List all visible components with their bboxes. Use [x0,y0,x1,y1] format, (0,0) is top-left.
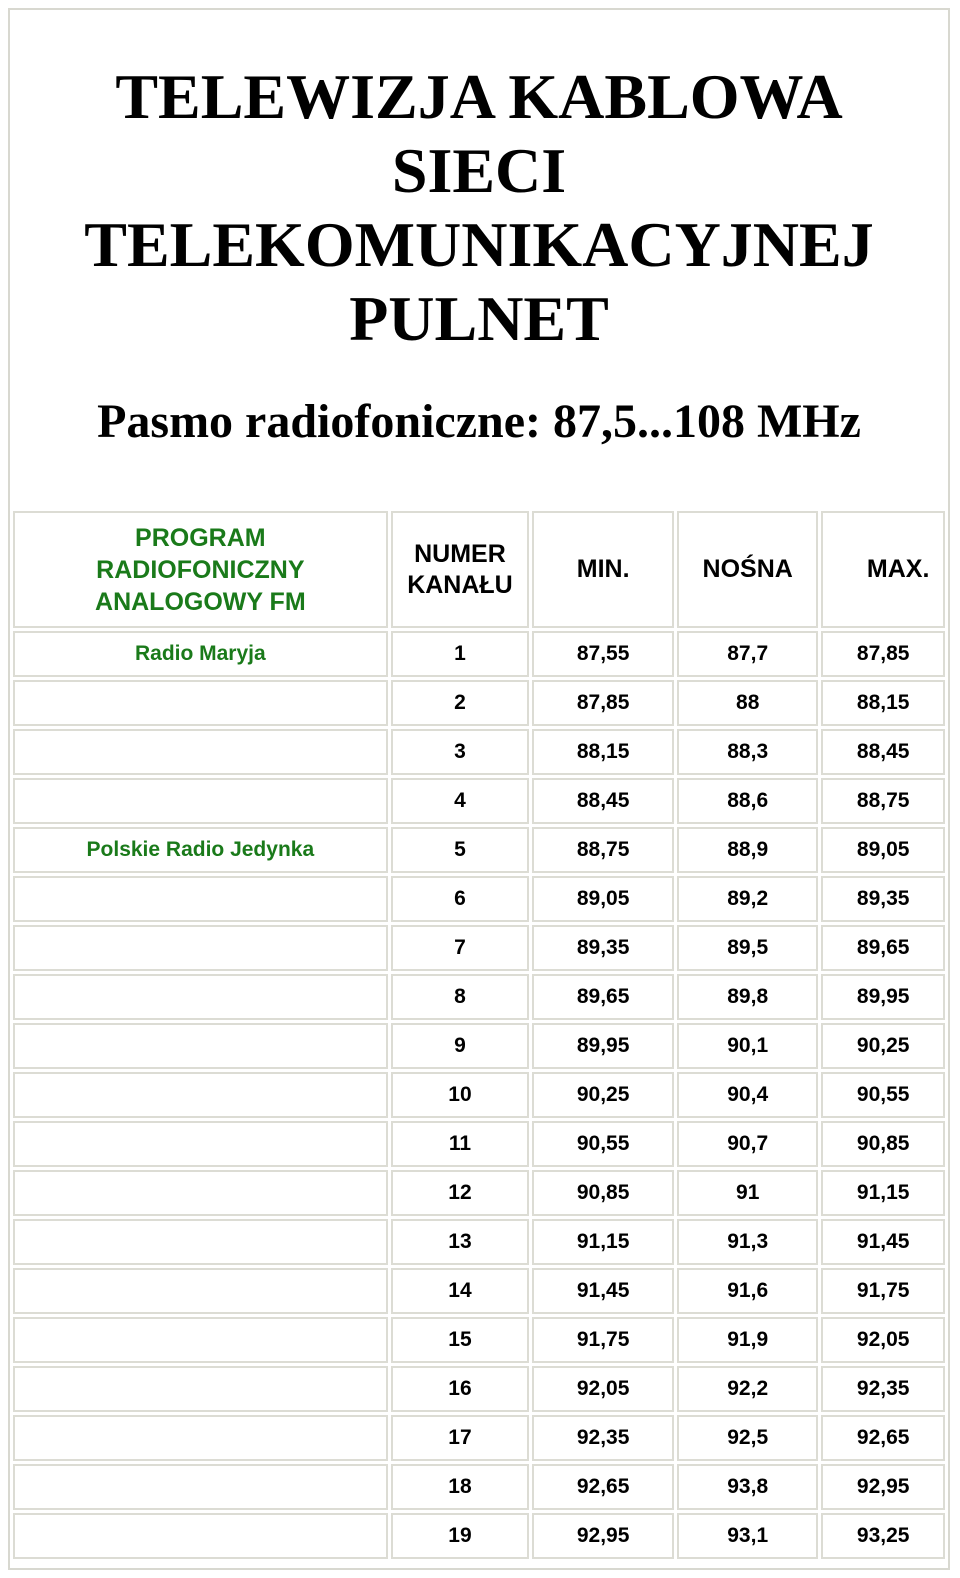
header-max-label: MAX. [866,555,930,583]
header-channel-line: KANAŁU [407,570,513,599]
channel-cell: 12 [391,1170,530,1216]
max-cell: 92,05 [821,1317,945,1363]
title-block [10,10,948,510]
table-row [13,778,945,824]
program-cell [13,1513,388,1559]
max-cell: 90,25 [821,1023,945,1069]
channel-cell: 1 [391,631,530,677]
max-cell: 91,15 [821,1170,945,1216]
carrier-cell: 89,8 [677,974,818,1020]
max-cell: 89,05 [821,827,945,873]
program-cell [13,680,388,726]
channel-cell: 5 [391,827,530,873]
carrier-cell: 88,3 [677,729,818,775]
table-row [13,1513,945,1559]
table-row [13,827,945,873]
title-line: TELEWIZJA KABLOWA [115,61,843,132]
header-program-line: RADIOFONICZNY [96,555,305,584]
min-cell: 90,85 [532,1170,674,1216]
channel-cell: 16 [391,1366,530,1412]
program-cell [13,876,388,922]
max-cell: 89,95 [821,974,945,1020]
header-program [13,511,388,628]
program-cell [13,1219,388,1265]
program-cell [13,1268,388,1314]
program-cell [13,1366,388,1412]
channel-cell: 8 [391,974,530,1020]
max-cell: 91,45 [821,1219,945,1265]
channel-cell: 6 [391,876,530,922]
carrier-cell: 92,5 [677,1415,818,1461]
min-cell: 91,75 [532,1317,674,1363]
max-cell: 93,25 [821,1513,945,1559]
max-cell: 92,35 [821,1366,945,1412]
program-cell [13,1072,388,1118]
max-cell: 88,45 [821,729,945,775]
table-row [13,1317,945,1363]
table-row [13,680,945,726]
header-carrier: NOŚNA [677,511,818,628]
header-channel-line: NUMER [414,539,506,568]
channel-cell: 15 [391,1317,530,1363]
channel-cell: 14 [391,1268,530,1314]
min-cell: 92,05 [532,1366,674,1412]
channel-cell: 11 [391,1121,530,1167]
document-page [8,8,950,1570]
min-cell: 91,15 [532,1219,674,1265]
carrier-cell: 92,2 [677,1366,818,1412]
program-cell [13,925,388,971]
channel-cell: 19 [391,1513,530,1559]
program-cell [13,1023,388,1069]
channel-cell: 7 [391,925,530,971]
title-line: SIECI [391,135,567,206]
carrier-cell: 88,6 [677,778,818,824]
carrier-cell: 93,8 [677,1464,818,1510]
table-row [13,1268,945,1314]
table-row [13,1366,945,1412]
main-title [10,60,948,356]
table-row [13,925,945,971]
carrier-cell: 88,9 [677,827,818,873]
max-cell: 91,75 [821,1268,945,1314]
max-cell: 92,95 [821,1464,945,1510]
min-cell: 90,55 [532,1121,674,1167]
carrier-cell: 90,1 [677,1023,818,1069]
table-row [13,729,945,775]
max-cell: 89,35 [821,876,945,922]
program-cell [13,1170,388,1216]
channel-cell: 4 [391,778,530,824]
channel-cell: 3 [391,729,530,775]
carrier-cell: 91,6 [677,1268,818,1314]
title-line: TELEKOMUNIKACYJNEJ [84,209,874,280]
min-cell: 87,55 [532,631,674,677]
table-row [13,1121,945,1167]
min-cell: 92,95 [532,1513,674,1559]
table-row [13,1219,945,1265]
carrier-cell: 91,3 [677,1219,818,1265]
program-cell [13,1415,388,1461]
carrier-cell: 91,9 [677,1317,818,1363]
channel-cell: 2 [391,680,530,726]
program-cell: Polskie Radio Jedynka [13,827,388,873]
program-cell [13,1121,388,1167]
min-cell: 88,15 [532,729,674,775]
table-row [13,1072,945,1118]
max-cell: 89,65 [821,925,945,971]
min-cell: 89,35 [532,925,674,971]
min-cell: 87,85 [532,680,674,726]
title-line: PULNET [349,283,609,354]
carrier-cell: 89,2 [677,876,818,922]
channel-cell: 18 [391,1464,530,1510]
min-cell: 92,65 [532,1464,674,1510]
header-channel [391,511,530,628]
carrier-cell: 90,7 [677,1121,818,1167]
max-cell: 88,75 [821,778,945,824]
min-cell: 90,25 [532,1072,674,1118]
program-cell: Radio Maryja [13,631,388,677]
header-program-line: PROGRAM [135,523,266,552]
carrier-cell: 87,7 [677,631,818,677]
carrier-cell: 90,4 [677,1072,818,1118]
header-max [821,511,945,628]
table-row [13,1464,945,1510]
min-cell: 92,35 [532,1415,674,1461]
channel-cell: 13 [391,1219,530,1265]
max-cell: 90,55 [821,1072,945,1118]
program-cell [13,729,388,775]
carrier-cell: 89,5 [677,925,818,971]
header-program-line: ANALOGOWY FM [95,587,306,616]
table-header-row [13,511,945,628]
min-cell: 88,75 [532,827,674,873]
min-cell: 89,95 [532,1023,674,1069]
header-min: MIN. [532,511,674,628]
min-cell: 88,45 [532,778,674,824]
max-cell: 90,85 [821,1121,945,1167]
table-row [13,631,945,677]
subtitle: Pasmo radiofoniczne: 87,5...108 MHz [97,395,861,448]
channel-table [10,508,948,1562]
max-cell: 87,85 [821,631,945,677]
min-cell: 89,65 [532,974,674,1020]
max-cell: 92,65 [821,1415,945,1461]
carrier-cell: 93,1 [677,1513,818,1559]
program-cell [13,778,388,824]
table-row [13,1170,945,1216]
table-row [13,1023,945,1069]
program-cell [13,1464,388,1510]
table-row [13,1415,945,1461]
table-row [13,876,945,922]
max-cell: 88,15 [821,680,945,726]
carrier-cell: 88 [677,680,818,726]
program-cell [13,1317,388,1363]
table-row [13,974,945,1020]
min-cell: 91,45 [532,1268,674,1314]
channel-cell: 10 [391,1072,530,1118]
channel-cell: 17 [391,1415,530,1461]
min-cell: 89,05 [532,876,674,922]
channel-cell: 9 [391,1023,530,1069]
program-cell [13,974,388,1020]
carrier-cell: 91 [677,1170,818,1216]
